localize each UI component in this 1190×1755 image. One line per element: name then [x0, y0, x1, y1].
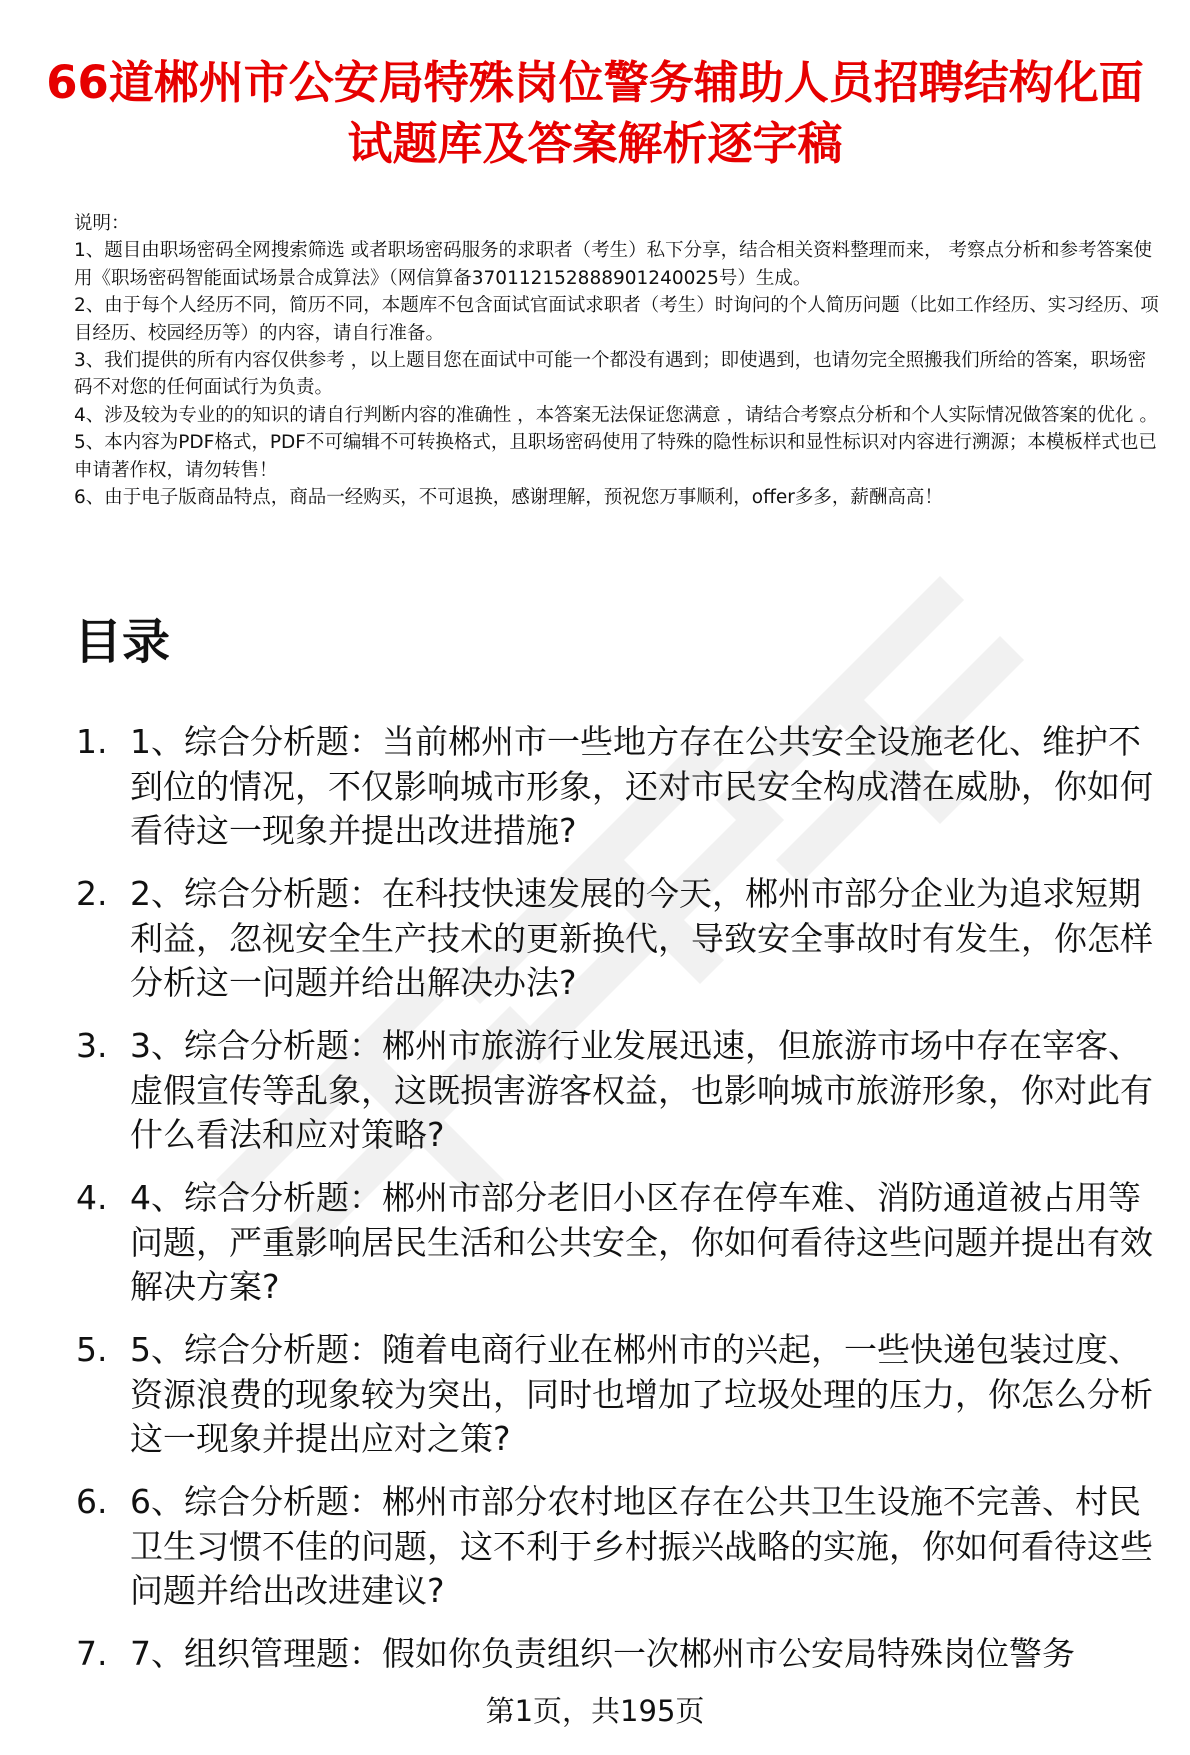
- toc-item-number: 7.: [76, 1634, 108, 1673]
- toc-item-number: 1.: [76, 722, 108, 761]
- toc-item-number: 4.: [76, 1178, 108, 1217]
- toc-item[interactable]: [76, 1480, 1166, 1614]
- notes-section: [74, 210, 1164, 511]
- toc-item-text: 3、综合分析题：郴州市旅游行业发展迅速，但旅游市场中存在宰客、虚假宣传等乱象，这既损害游客权益，也影响城市旅游形象，你对此有什么看法和应对策略?: [130, 1026, 1153, 1154]
- note-item: 5、本内容为PDF格式，PDF不可编辑不可转换格式，且职场密码使用了特殊的隐性标识和显性标识对内容进行溯源；本模板样式也已申请著作权，请勿转售！: [74, 432, 1157, 481]
- toc-item[interactable]: [76, 1328, 1166, 1462]
- toc-item-text: 5、综合分析题：随着电商行业在郴州市的兴起，一些快递包装过度、资源浪费的现象较为突出，同时也增加了垃圾处理的压力，你怎么分析这一现象并提出应对之策?: [130, 1330, 1153, 1458]
- toc-item-number: 5.: [76, 1330, 108, 1369]
- note-item: 4、涉及较为专业的的知识的请自行判断内容的准确性 ，本答案无法保证您满意 ，请结合考察点分析和个人实际情况做答案的优化 。: [74, 404, 1158, 426]
- toc-heading: 目录: [74, 614, 171, 670]
- toc-item[interactable]: [76, 872, 1166, 1006]
- notes-heading: 说明：: [74, 213, 130, 234]
- toc-item-text: 7、组织管理题：假如你负责组织一次郴州市公安局特殊岗位警务: [130, 1634, 1075, 1673]
- note-item: 6、由于电子版商品特点，商品一经购买，不可退换，感谢理解，预祝您万事顺利，offer多多，薪酬高高！: [74, 487, 943, 509]
- note-item: 2、由于每个人经历不同，简历不同，本题库不包含面试官面试求职者（考生）时询问的个人简历问题（比如工作经历、实习经历、项目经历、校园经历等）的内容，请自行准备。: [74, 295, 1159, 344]
- toc-item-number: 6.: [76, 1482, 108, 1521]
- toc-item-text: 6、综合分析题：郴州市部分农村地区存在公共卫生设施不完善、村民卫生习惯不佳的问题，这不利于乡村振兴战略的实施，你如何看待这些问题并给出改进建议?: [130, 1482, 1153, 1610]
- toc-item[interactable]: [76, 1024, 1166, 1158]
- page-footer: 第1页，共195页: [485, 1694, 705, 1728]
- toc-item[interactable]: [76, 1632, 1166, 1677]
- table-of-contents: [76, 720, 1166, 1695]
- note-item: 1、题目由职场密码全网搜索筛选 或者职场密码服务的求职者（考生）私下分享，结合相关资料整理而来， 考察点分析和参考答案使用《职场密码智能面试场景合成算法》（网信算备370112152888901240025号）生成。: [74, 240, 1153, 289]
- toc-item[interactable]: [76, 720, 1166, 854]
- toc-item-number: 2.: [76, 874, 108, 913]
- document-title: 66道郴州市公安局特殊岗位警务辅助人员招聘结构化面试题库及答案解析逐字稿: [46, 56, 1144, 170]
- toc-item-number: 3.: [76, 1026, 108, 1065]
- toc-item-text: 2、综合分析题：在科技快速发展的今天，郴州市部分企业为追求短期利益，忽视安全生产技术的更新换代，导致安全事故时有发生，你怎样分析这一问题并给出解决办法?: [130, 874, 1153, 1002]
- toc-item[interactable]: [76, 1176, 1166, 1310]
- note-item: 3、我们提供的所有内容仅供参考 ，以上题目您在面试中可能一个都没有遇到；即使遇到，也请勿完全照搬我们所给的答案，职场密码不对您的任何面试行为负责。: [74, 350, 1147, 399]
- toc-item-text: 4、综合分析题：郴州市部分老旧小区存在停车难、消防通道被占用等问题，严重影响居民生活和公共安全，你如何看待这些问题并提出有效解决方案?: [130, 1178, 1153, 1306]
- toc-item-text: 1、综合分析题：当前郴州市一些地方存在公共安全设施老化、维护不到位的情况，不仅影响城市形象，还对市民安全构成潜在威胁，你如何看待这一现象并提出改进措施?: [130, 722, 1153, 850]
